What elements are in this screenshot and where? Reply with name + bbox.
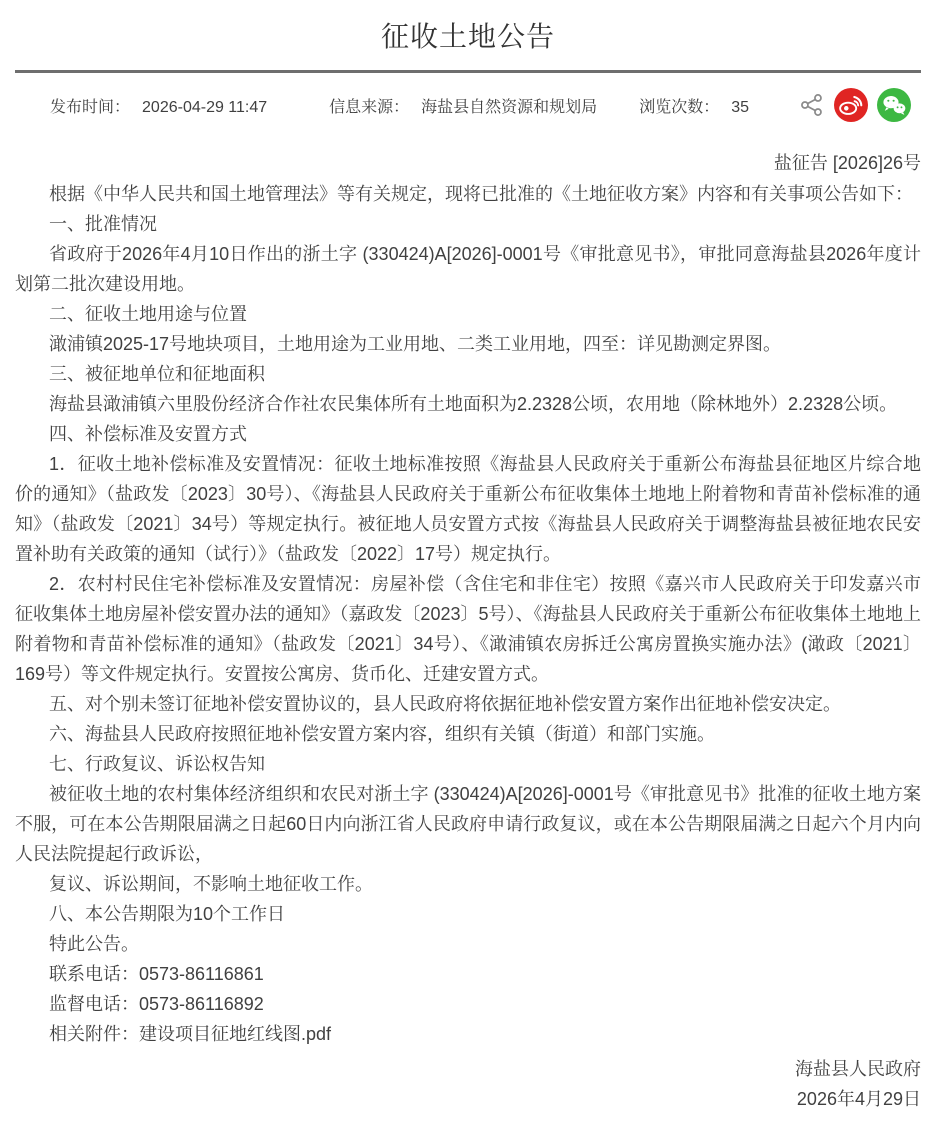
publish-time-value: 2026-04-29 11:47	[142, 98, 268, 116]
document-paragraph: 监督电话：0573-86116892	[49, 994, 264, 1014]
document-paragraph: 联系电话：0573-86116861	[49, 964, 264, 984]
document-body	[0, 177, 936, 1049]
wechat-share-icon[interactable]	[877, 88, 911, 122]
signature-date: 2026年4月29日	[796, 1089, 921, 1109]
doc-number: 盐征告 [2026]26号	[773, 153, 921, 173]
document-paragraph: 四、补偿标准及安置方式	[49, 424, 247, 444]
document-paragraph: 七、行政复议、诉讼权告知	[49, 754, 265, 774]
view-count	[639, 94, 749, 117]
document-paragraph: 特此公告。	[49, 934, 139, 954]
document-paragraph: 六、海盐县人民政府按照征地补偿安置方案内容，组织有关镇（街道）和部门实施。	[49, 724, 715, 744]
share-buttons	[799, 88, 911, 122]
document-paragraph: 澉浦镇2025-17号地块项目，土地用途为工业用地、二类工业用地，四至：详见勘测定界图。	[49, 334, 782, 354]
document-paragraph: 1．征收土地补偿标准及安置情况：征收土地标准按照《海盐县人民政府关于重新公布海盐县征地区片综合地价的通知》（盐政发〔2023〕30号）、《海盐县人民政府关于重新公布征收集体土地地上附着物和青苗补偿标准的通知》（盐政发〔2021〕34号）等规定执行。被征地人员安置方式按《海盐县人民政府关于调整海盐县被征地农民安置补助有关政策的通知（试行）》（盐政发〔2022〕17号）规定执行。	[15, 454, 921, 564]
attachment-link[interactable]: 相关附件：建设项目征地红线图.pdf	[49, 1024, 332, 1044]
info-source-label: 信息来源：	[329, 98, 410, 116]
share-nodes-icon[interactable]	[799, 92, 825, 118]
signature-org: 海盐县人民政府	[795, 1059, 921, 1079]
document-paragraph: 复议、诉讼期间，不影响土地征收工作。	[49, 874, 373, 894]
document-paragraph: 省政府于2026年4月10日作出的浙土字 (330424)A[2026]-0001号《审批意见书》，审批同意海盐县2026年度计划第二批次建设用地。	[15, 244, 921, 294]
document-paragraph: 八、本公告期限为10个工作日	[49, 904, 286, 924]
document-paragraph: 五、对个别未签订征地补偿安置协议的，县人民政府将依据征地补偿安置方案作出征地补偿安决定。	[49, 694, 841, 714]
document-paragraph: 二、征收土地用途与位置	[49, 304, 247, 324]
document-paragraph: 海盐县澉浦镇六里股份经济合作社农民集体所有土地面积为2.2328公顷，农用地（除林地外）2.2328公顷。	[49, 394, 898, 414]
weibo-share-icon[interactable]	[834, 88, 868, 122]
info-source	[329, 94, 597, 117]
view-count-label: 浏览次数：	[639, 98, 720, 116]
document-paragraph: 被征收土地的农村集体经济组织和农民对浙土字 (330424)A[2026]-0001号《审批意见书》批准的征收土地方案不服，可在本公告期限届满之日起60日内向浙江省人民政府申请行政复议，或在本公告期限届满之日起六个月内向人民法院提起行政诉讼，	[15, 784, 921, 864]
publish-time-label: 发布时间：	[50, 98, 131, 116]
document-paragraph: 三、被征地单位和征地面积	[49, 364, 265, 384]
document-paragraph: 根据《中华人民共和国土地管理法》等有关规定，现将已批准的《土地征收方案》内容和有关事项公告如下：	[49, 184, 913, 204]
publish-time	[50, 94, 267, 117]
view-count-value: 35	[731, 98, 749, 116]
info-source-value: 海盐县自然资源和规划局	[421, 98, 598, 116]
page-title: 征收土地公告	[380, 21, 555, 52]
signature-block	[0, 1049, 936, 1114]
meta-bar	[0, 73, 936, 137]
document-paragraph: 一、批准情况	[49, 214, 157, 234]
document-paragraph: 2．农村村民住宅补偿标准及安置情况：房屋补偿（含住宅和非住宅）按照《嘉兴市人民政府关于印发嘉兴市征收集体土地房屋补偿安置办法的通知》（嘉政发〔2023〕5号）、《海盐县人民政府关于重新公布征收集体土地地上附着物和青苗补偿标准的通知》（盐政发〔2021〕34号）、《澉浦镇农房拆迁公寓房置换实施办法》(澉政〔2021〕169号）等文件规定执行。安置按公寓房、货币化、迁建安置方式。	[15, 574, 921, 684]
